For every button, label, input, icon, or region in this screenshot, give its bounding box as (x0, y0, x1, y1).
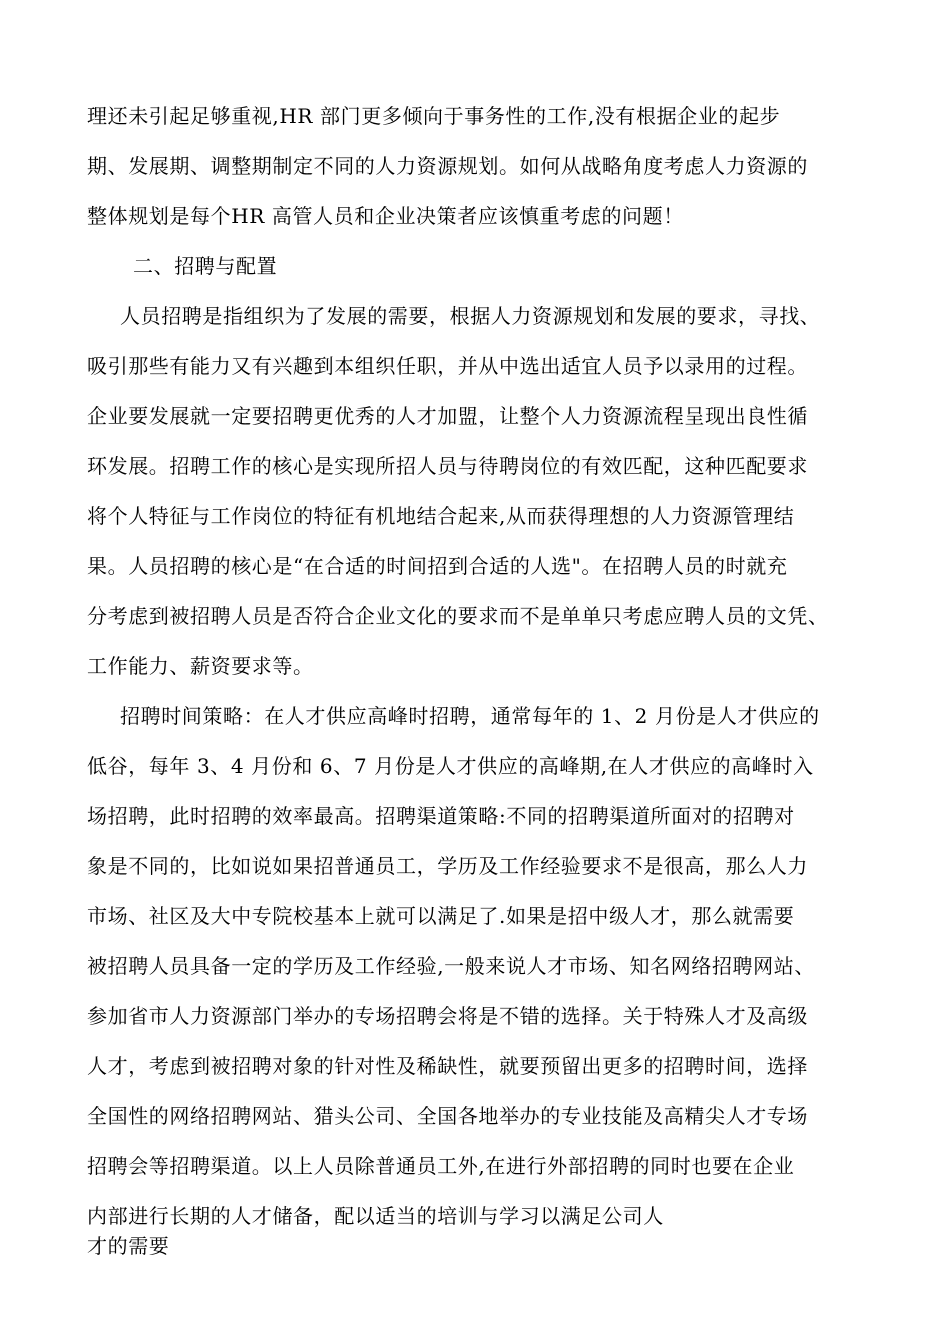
text-line: 期、发展期、调整期制定不同的人力资源规划。如何从战略角度考虑人力资源的 (87, 154, 808, 178)
section-heading: 二、招聘与配置 (133, 254, 278, 278)
text-line: 理还未引起足够重视,HR 部门更多倾向于事务性的工作,没有根据企业的起步 (87, 104, 781, 128)
text-line: 吸引那些有能力又有兴趣到本组织任职，并从中选出适宜人员予以录用的过程。 (87, 354, 808, 378)
text-line: 内部进行长期的人才储备，配以适当的培训与学习以满足公司人 (87, 1204, 664, 1228)
text-line: 企业要发展就一定要招聘更优秀的人才加盟，让整个人力资源流程呈现出良性循 (87, 404, 808, 428)
text-line: 招聘时间策略：在人才供应高峰时招聘，通常每年的 1、2 月份是人才供应的 (120, 704, 820, 728)
text-line: 环发展。招聘工作的核心是实现所招人员与待聘岗位的有效匹配，这种匹配要求 (87, 454, 808, 478)
text-line: 象是不同的，比如说如果招普通员工，学历及工作经验要求不是很高，那么人力 (87, 854, 808, 878)
text-line: 将个人特征与工作岗位的特征有机地结合起来,从而获得理想的人力资源管理结 (87, 504, 795, 528)
text-line: 才的需要 (87, 1234, 170, 1258)
text-line: 招聘会等招聘渠道。以上人员除普通员工外,在进行外部招聘的同时也要在企业 (87, 1154, 795, 1178)
text-line: 人员招聘是指组织为了发展的需要，根据人力资源规划和发展的要求，寻找、 (120, 304, 821, 328)
text-line: 全国性的网络招聘网站、猎头公司、全国各地举办的专业技能及高精尖人才专场 (87, 1104, 808, 1128)
text-line: 参加省市人力资源部门举办的专场招聘会将是不错的选择。关于特殊人才及高级 (87, 1004, 808, 1028)
text-line: 市场、社区及大中专院校基本上就可以满足了.如果是招中级人才，那么就需要 (87, 904, 795, 928)
text-line: 场招聘，此时招聘的效率最高。招聘渠道策略:不同的招聘渠道所面对的招聘对 (87, 804, 795, 828)
text-line: 人才，考虑到被招聘对象的针对性及稀缺性，就要预留出更多的招聘时间，选择 (87, 1054, 808, 1078)
text-line: 工作能力、薪资要求等。 (87, 654, 314, 678)
text-line: 整体规划是每个HR 高管人员和企业决策者应该慎重考虑的问题！ (87, 204, 684, 228)
text-line: 被招聘人员具备一定的学历及工作经验,一般来说人才市场、知名网络招聘网站、 (87, 954, 815, 978)
text-line: 低谷，每年 3、4 月份和 6、7 月份是人才供应的高峰期,在人才供应的高峰时入 (87, 754, 814, 778)
text-line: 果。人员招聘的核心是“在合适的时间招到合适的人选"。在招聘人员的时就充 (87, 554, 788, 578)
text-line: 分考虑到被招聘人员是否符合企业文化的要求而不是单单只考虑应聘人员的文凭、 (87, 604, 829, 628)
